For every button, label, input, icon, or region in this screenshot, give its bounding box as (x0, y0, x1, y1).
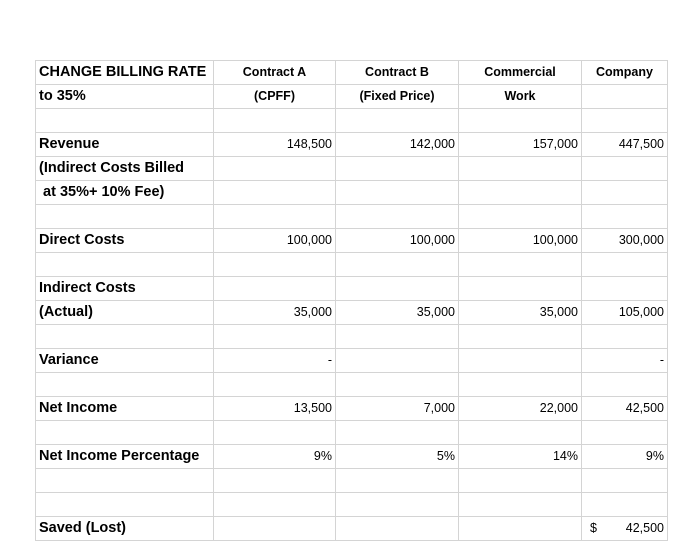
cell[interactable] (36, 253, 214, 277)
variance-contract-a[interactable]: - (214, 349, 336, 373)
cell[interactable] (459, 109, 582, 133)
revenue-row (36, 133, 668, 157)
cell[interactable] (336, 421, 459, 445)
cell[interactable] (582, 373, 668, 397)
direct-costs-contract-a[interactable]: 100,000 (214, 229, 336, 253)
cell[interactable] (214, 181, 336, 205)
cell[interactable] (336, 253, 459, 277)
net-income-contract-b[interactable]: 7,000 (336, 397, 459, 421)
blank-row (36, 325, 668, 349)
cell[interactable] (336, 205, 459, 229)
cell[interactable] (582, 205, 668, 229)
cell[interactable] (459, 493, 582, 517)
net-income-pct-commercial[interactable]: 14% (459, 445, 582, 469)
header-row-2 (36, 85, 668, 109)
cell[interactable] (336, 325, 459, 349)
direct-costs-label[interactable]: Direct Costs (36, 229, 214, 253)
revenue-label[interactable]: Revenue (36, 133, 214, 157)
cell[interactable] (459, 181, 582, 205)
cell[interactable] (214, 157, 336, 181)
cell[interactable] (459, 253, 582, 277)
spreadsheet-grid (35, 60, 668, 541)
col-subheader-contract-b[interactable]: (Fixed Price) (336, 85, 459, 109)
cell[interactable] (214, 205, 336, 229)
cell[interactable] (36, 493, 214, 517)
cell[interactable] (459, 469, 582, 493)
cell[interactable] (336, 469, 459, 493)
cell[interactable] (459, 373, 582, 397)
cell[interactable] (36, 205, 214, 229)
net-income-row (36, 397, 668, 421)
net-income-pct-contract-b[interactable]: 5% (336, 445, 459, 469)
currency-symbol: $ (590, 521, 597, 535)
cell[interactable] (336, 373, 459, 397)
cell[interactable] (582, 253, 668, 277)
cell[interactable] (336, 181, 459, 205)
col-header-contract-b[interactable]: Contract B (336, 61, 459, 85)
col-header-commercial[interactable]: Commercial (459, 61, 582, 85)
cell[interactable] (459, 205, 582, 229)
header-row-1 (36, 61, 668, 85)
net-income-pct-company[interactable]: 9% (582, 445, 668, 469)
cell[interactable] (582, 325, 668, 349)
direct-costs-row (36, 229, 668, 253)
net-income-pct-row (36, 445, 668, 469)
cell[interactable] (214, 517, 336, 541)
cell[interactable] (214, 373, 336, 397)
cell[interactable] (459, 421, 582, 445)
indirect-costs-label-2[interactable]: (Actual) (36, 301, 214, 325)
blank-row (36, 205, 668, 229)
indirect-costs-commercial[interactable]: 35,000 (459, 301, 582, 325)
title-cell[interactable]: CHANGE BILLING RATE (36, 61, 214, 85)
col-subheader-contract-a[interactable]: (CPFF) (214, 85, 336, 109)
col-header-contract-a[interactable]: Contract A (214, 61, 336, 85)
cell[interactable] (336, 109, 459, 133)
cell[interactable] (459, 517, 582, 541)
saved-company-value: 42,500 (625, 521, 664, 535)
col-subheader-commercial[interactable]: Work (459, 85, 582, 109)
net-income-contract-a[interactable]: 13,500 (214, 397, 336, 421)
blank-row (36, 493, 668, 517)
indirect-costs-contract-a[interactable]: 35,000 (214, 301, 336, 325)
cell[interactable] (582, 157, 668, 181)
cell[interactable] (336, 517, 459, 541)
title-cell-2[interactable]: to 35% (36, 85, 214, 109)
col-subheader-company[interactable] (582, 85, 668, 109)
variance-commercial[interactable] (459, 349, 582, 373)
indirect-costs-company[interactable]: 105,000 (582, 301, 668, 325)
variance-row (36, 349, 668, 373)
cell[interactable] (36, 421, 214, 445)
revenue-contract-b[interactable]: 142,000 (336, 133, 459, 157)
cell[interactable] (36, 325, 214, 349)
indirect-costs-label[interactable]: Indirect Costs (36, 277, 214, 301)
cell[interactable] (582, 493, 668, 517)
cell[interactable] (336, 493, 459, 517)
saved-row (36, 517, 668, 541)
blank-row (36, 253, 668, 277)
revenue-company[interactable]: 447,500 (582, 133, 668, 157)
net-income-pct-contract-a[interactable]: 9% (214, 445, 336, 469)
saved-company[interactable] (582, 517, 668, 541)
cell[interactable] (214, 109, 336, 133)
cell[interactable] (582, 469, 668, 493)
cell[interactable] (214, 277, 336, 301)
cell[interactable] (336, 157, 459, 181)
cell[interactable] (214, 421, 336, 445)
cell[interactable] (459, 157, 582, 181)
net-income-company[interactable]: 42,500 (582, 397, 668, 421)
revenue-commercial[interactable]: 157,000 (459, 133, 582, 157)
cell[interactable] (214, 469, 336, 493)
cell[interactable] (582, 421, 668, 445)
revenue-label-2[interactable]: (Indirect Costs Billed (36, 157, 214, 181)
variance-company[interactable]: - (582, 349, 668, 373)
revenue-row-3 (36, 181, 668, 205)
col-header-company[interactable]: Company (582, 61, 668, 85)
blank-row (36, 421, 668, 445)
revenue-row-2 (36, 157, 668, 181)
direct-costs-company[interactable]: 300,000 (582, 229, 668, 253)
blank-row (36, 469, 668, 493)
variance-label[interactable]: Variance (36, 349, 214, 373)
cell[interactable] (214, 253, 336, 277)
cell[interactable] (582, 109, 668, 133)
cell[interactable] (459, 325, 582, 349)
cell[interactable] (336, 277, 459, 301)
net-income-label[interactable]: Net Income (36, 397, 214, 421)
cell[interactable] (36, 469, 214, 493)
saved-label[interactable]: Saved (Lost) (36, 517, 214, 541)
cell[interactable] (459, 277, 582, 301)
cell[interactable] (36, 109, 214, 133)
variance-contract-b[interactable] (336, 349, 459, 373)
cell[interactable] (36, 373, 214, 397)
indirect-costs-row (36, 277, 668, 301)
cell[interactable] (214, 493, 336, 517)
net-income-pct-label[interactable]: Net Income Percentage (36, 445, 214, 469)
indirect-costs-row-2 (36, 301, 668, 325)
revenue-label-3[interactable]: at 35%+ 10% Fee) (36, 181, 214, 205)
blank-row (36, 109, 668, 133)
cell[interactable] (582, 181, 668, 205)
indirect-costs-contract-b[interactable]: 35,000 (336, 301, 459, 325)
net-income-commercial[interactable]: 22,000 (459, 397, 582, 421)
revenue-contract-a[interactable]: 148,500 (214, 133, 336, 157)
direct-costs-contract-b[interactable]: 100,000 (336, 229, 459, 253)
blank-row (36, 373, 668, 397)
cell[interactable] (582, 277, 668, 301)
cell[interactable] (214, 325, 336, 349)
direct-costs-commercial[interactable]: 100,000 (459, 229, 582, 253)
